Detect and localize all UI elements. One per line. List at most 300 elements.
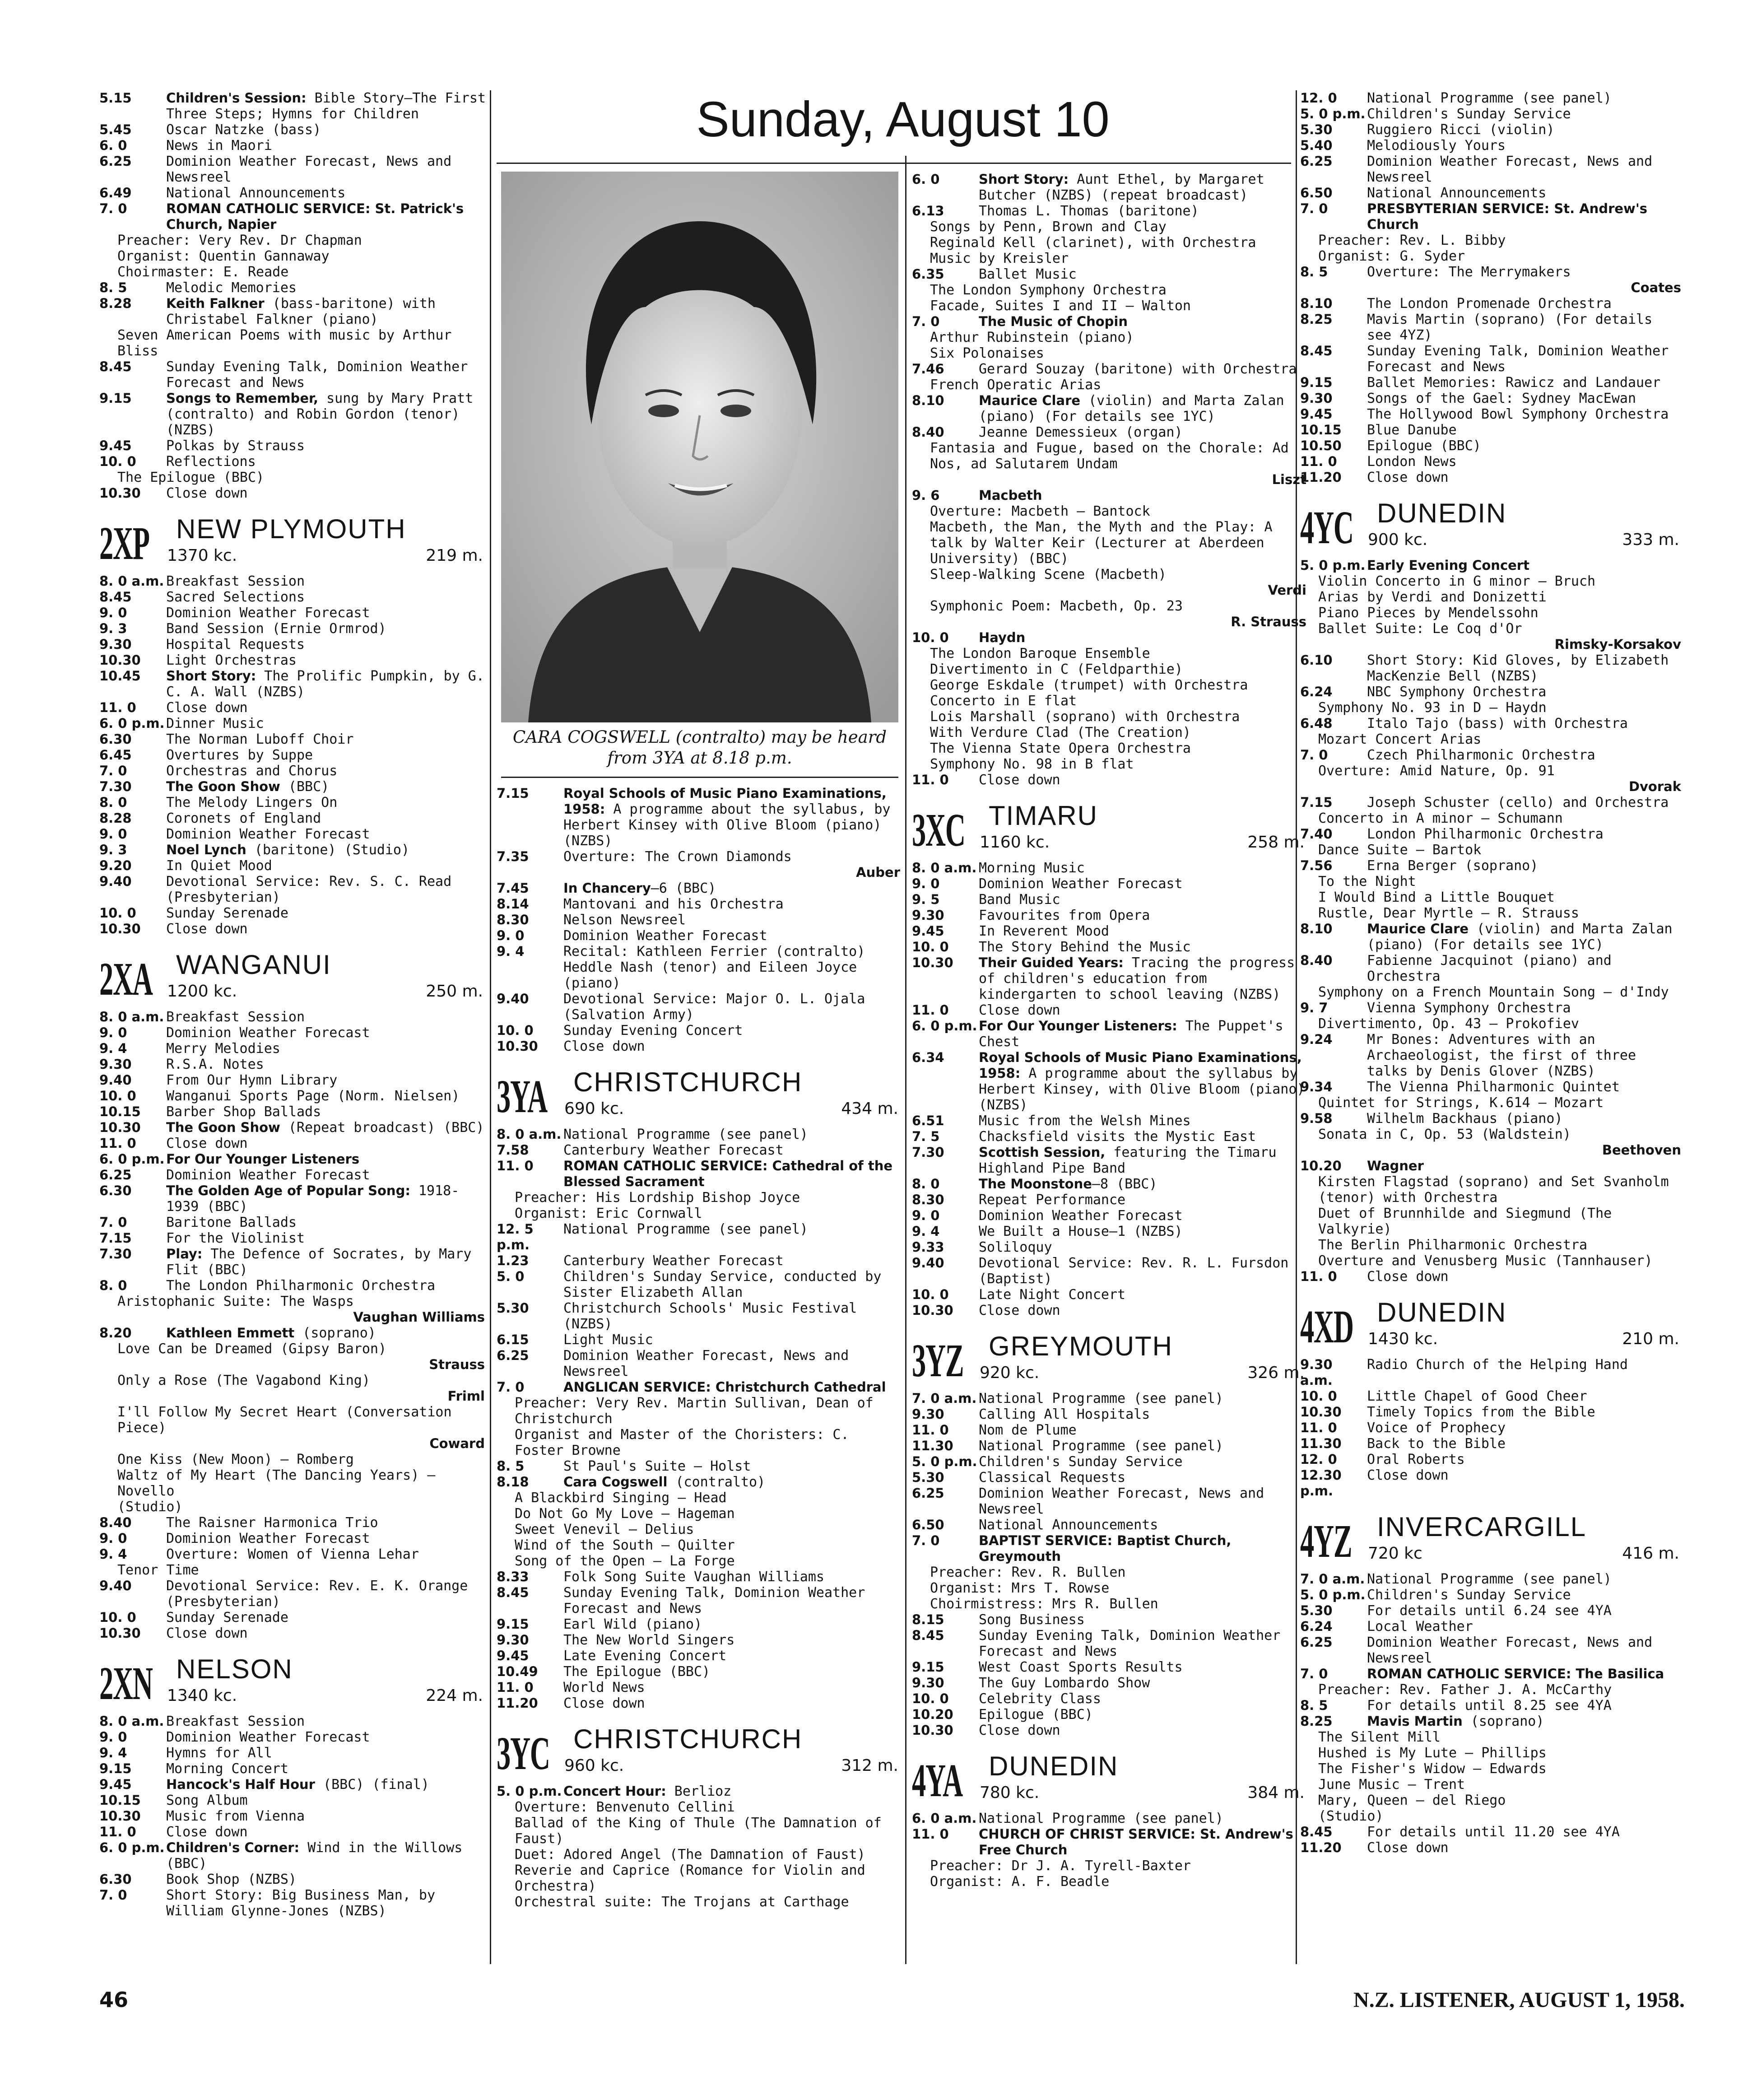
- programme-text: [1367, 558, 1684, 573]
- programme-description: Close down: [1367, 1269, 1449, 1285]
- programme-time: 9.40: [99, 1578, 132, 1593]
- programme-description: Close down: [166, 700, 248, 716]
- programme-description: The Defence of Socrates, by Mary Flit (BBC): [166, 1246, 472, 1278]
- programme-time: 10. 0: [912, 1287, 949, 1302]
- programme-time: 5. 0: [497, 1269, 525, 1284]
- programme-time: 7.15: [1300, 795, 1333, 810]
- programme-item: [1300, 1388, 1684, 1404]
- programme-description: Close down: [166, 921, 248, 937]
- programme-detail: Kirsten Flagstad (soprano) and Set Svanholm (tenor) with Orchestra: [1318, 1174, 1669, 1206]
- programme-detail: Piano Pieces by Mendelssohn: [1318, 605, 1539, 621]
- programme-text: [979, 488, 1309, 503]
- programme-description: Dominion Weather Forecast: [166, 1025, 370, 1041]
- programme-item: [99, 589, 488, 605]
- programme-item: [99, 858, 488, 874]
- programme-description: The Story Behind the Music: [979, 939, 1191, 955]
- programme-highlight: ROMAN CATHOLIC SERVICE: Cathedral of the Blessed Sacrament: [563, 1158, 893, 1189]
- programme-time: 8.45: [1300, 343, 1333, 359]
- programme-text: [166, 185, 488, 201]
- programme-highlight: Play:: [166, 1246, 203, 1262]
- programme-item: [99, 454, 488, 470]
- programme-text: [1367, 454, 1684, 470]
- programme-time: 10.30: [99, 921, 141, 936]
- programme-highlight: Maurice Clare: [1367, 921, 1469, 936]
- programme-time: 6.25: [1300, 154, 1333, 169]
- programme-time: 11. 0: [1300, 454, 1337, 469]
- programme-detail: George Eskdale (trumpet) with Orchestra: [930, 677, 1248, 693]
- programme-text: [979, 172, 1309, 203]
- programme-description: Gerard Souzay (baritone) with Orchestra: [979, 361, 1297, 377]
- station-header: [912, 800, 1309, 854]
- programme-text: [563, 1664, 903, 1680]
- programme-text: [166, 1531, 488, 1546]
- programme-time: 8.40: [1300, 953, 1333, 968]
- programme-item: [99, 652, 488, 668]
- programme-time: 10.30: [1300, 1404, 1342, 1420]
- station-city: TIMARU: [989, 801, 1098, 831]
- programme-item: [1300, 454, 1684, 470]
- programme-text: [1367, 858, 1684, 874]
- station-wavelength: 333 m.: [1622, 531, 1679, 549]
- programme-text: [166, 731, 488, 747]
- programme-item: [99, 874, 488, 905]
- programme-text: [563, 1632, 903, 1648]
- programme-text: [979, 1723, 1309, 1738]
- programme-detail: The Berlin Philharmonic Orchestra: [1318, 1237, 1588, 1253]
- programme-highlight: The Goon Show: [166, 779, 280, 794]
- programme-description: Nom de Plume: [979, 1422, 1077, 1438]
- programme-time: 11.20: [1300, 470, 1342, 485]
- programme-detail: Organist: Eric Cornwall: [515, 1206, 702, 1221]
- programme-text: [563, 1458, 903, 1474]
- programme-text: [979, 1208, 1309, 1224]
- programme-description: London Philharmonic Orchestra: [1367, 826, 1604, 842]
- programme-description: Breakfast Session: [166, 1714, 305, 1729]
- programme-text: [563, 1038, 903, 1054]
- programme-item: [99, 1325, 488, 1341]
- programme-item: [912, 1422, 1309, 1438]
- programme-detail: Preacher: Very Rev. Martin Sullivan, Dean of Christchurch: [515, 1395, 874, 1427]
- station-header: [99, 1653, 488, 1707]
- programme-item: [1300, 1666, 1684, 1682]
- programme-description: Wilhelm Backhaus (piano): [1367, 1111, 1563, 1127]
- programme-description: Sunday Serenade: [166, 1610, 288, 1625]
- programme-description: Blue Danube: [1367, 422, 1457, 438]
- programme-item: [1300, 106, 1684, 122]
- programme-text: [979, 1612, 1309, 1628]
- programme-description: Light Orchestras: [166, 652, 297, 668]
- programme-description: Nelson Newsreel: [563, 912, 686, 928]
- programme-time: 1.23: [497, 1253, 529, 1268]
- programme-text: [979, 1811, 1309, 1826]
- programme-text: [979, 1192, 1309, 1208]
- programme-time: 6. 0: [99, 138, 127, 153]
- programme-item: [99, 1872, 488, 1887]
- programme-description: Wanganui Sports Page (Norm. Nielsen): [166, 1088, 460, 1104]
- station-wavelength: 210 m.: [1622, 1330, 1679, 1348]
- programme-time: 6.30: [99, 1872, 132, 1887]
- programme-time: 9.15: [99, 1761, 132, 1776]
- column-rule: [905, 156, 906, 1964]
- composer-credit: Beethoven: [1602, 1142, 1681, 1158]
- programme-description: Italo Tajo (bass) with Orchestra: [1367, 716, 1628, 731]
- programme-detail: (Studio): [1318, 1808, 1384, 1824]
- programme-description: The Epilogue (BBC): [563, 1664, 711, 1680]
- programme-item: [99, 605, 488, 621]
- programme-time: 6. 0 a.m.: [912, 1811, 977, 1826]
- programme-time: 11.30: [1300, 1436, 1342, 1451]
- programme-description: Reflections: [166, 454, 256, 470]
- programme-item: [99, 1515, 488, 1531]
- programme-text: [1367, 1032, 1684, 1079]
- programme-description: National Programme (see panel): [979, 1438, 1223, 1454]
- programme-item: [912, 1208, 1309, 1224]
- programme-time: 5.45: [99, 122, 132, 137]
- programme-detail: Divertimento, Op. 43 — Prokofiev: [1318, 1016, 1579, 1032]
- programme-text: [166, 1009, 488, 1025]
- programme-time: 7. 0: [99, 763, 127, 778]
- programme-text: [563, 896, 903, 912]
- programme-description: The Puppet's Chest: [979, 1018, 1283, 1050]
- programme-text: [1367, 1603, 1684, 1619]
- programme-description: The New World Singers: [563, 1632, 735, 1648]
- programme-item: [497, 1142, 903, 1158]
- programme-text: [1367, 138, 1684, 154]
- programme-highlight: ANGLICAN SERVICE: Christchurch Cathedral: [563, 1379, 886, 1395]
- programme-item: [1300, 343, 1684, 375]
- programme-detail: Fantasia and Fugue, based on the Chorale: Ad Nos, ad Salutarem Undam: [930, 440, 1289, 472]
- programme-text: [979, 266, 1309, 282]
- programme-text: [166, 485, 488, 501]
- programme-item: [912, 1176, 1309, 1192]
- programme-item: [1300, 652, 1684, 684]
- programme-item: [1300, 312, 1684, 343]
- programme-time: 6.24: [1300, 1619, 1333, 1634]
- programme-text: [979, 1002, 1309, 1018]
- programme-description: Vienna Symphony Orchestra: [1367, 1000, 1571, 1016]
- programme-time: 7. 0 a.m.: [912, 1391, 977, 1406]
- programme-item: [912, 266, 1309, 282]
- programme-item: [1300, 1587, 1684, 1603]
- programme-item: [1300, 264, 1684, 280]
- programme-text: [166, 90, 488, 122]
- programme-detail: Preacher: Rev. L. Bibby: [1318, 233, 1506, 248]
- programme-item: [912, 1470, 1309, 1485]
- programme-item: [1300, 826, 1684, 842]
- programme-item: [99, 621, 488, 637]
- programme-time: 8.25: [1300, 1714, 1333, 1729]
- programme-highlight: Maurice Clare: [979, 393, 1081, 408]
- programme-text: [1367, 684, 1684, 700]
- programme-item: [912, 892, 1309, 908]
- programme-text: [1367, 1158, 1684, 1174]
- programme-text: [166, 1546, 488, 1562]
- programme-text: [1367, 185, 1684, 201]
- programme-description: Thomas L. Thomas (baritone): [979, 203, 1199, 219]
- programme-item: [912, 939, 1309, 955]
- programme-item: [1300, 858, 1684, 874]
- programme-detail: With Verdure Clad (The Creation): [930, 725, 1191, 740]
- programme-text: [166, 573, 488, 589]
- programme-time: 8. 0: [912, 1176, 940, 1192]
- programme-text: [166, 122, 488, 138]
- programme-detail: Quintet for Strings, K.614 — Mozart: [1318, 1095, 1604, 1111]
- programme-item: [912, 630, 1309, 646]
- programme-highlight: In Chancery: [563, 880, 651, 896]
- programme-highlight: Early Evening Concert: [1367, 558, 1529, 573]
- station-frequency: 1340 kc.: [167, 1686, 237, 1705]
- programme-text: [563, 1695, 903, 1711]
- programme-time: 5. 0 p.m.: [1300, 558, 1366, 573]
- station-wavelength: 258 m.: [1247, 833, 1305, 852]
- programme-time: 12.30 p.m.: [1300, 1467, 1342, 1499]
- programme-text: [563, 1269, 903, 1300]
- programme-item: [99, 573, 488, 589]
- programme-text: [563, 1142, 903, 1158]
- programme-detail: The Vienna State Opera Orchestra: [930, 740, 1191, 756]
- programme-description: Band Music: [979, 892, 1060, 908]
- programme-item: [99, 1761, 488, 1777]
- programme-description: Coronets of England: [166, 810, 321, 826]
- programme-text: [166, 201, 488, 233]
- programme-highlight: Royal Schools of Music Piano Examinations, 1958:: [563, 786, 887, 817]
- programme-text: [1367, 1452, 1684, 1467]
- programme-item: [99, 1793, 488, 1808]
- programme-highlight: Noel Lynch: [166, 842, 246, 857]
- programme-text: [979, 1659, 1309, 1675]
- programme-detail: Music by Kreisler: [930, 251, 1069, 266]
- programme-time: 11. 0: [912, 1422, 949, 1438]
- programme-text: [563, 880, 903, 896]
- programme-description: Soliloquy: [979, 1239, 1052, 1255]
- programme-time: 6. 0 p.m.: [99, 1151, 165, 1167]
- programme-description: Dominion Weather Forecast: [563, 928, 767, 944]
- programme-time: 9.45: [497, 1648, 529, 1663]
- programme-description: Aunt Ethel, by Margaret Butcher (NZBS) (repeat broadcast): [979, 172, 1264, 203]
- programme-text: [1367, 826, 1684, 842]
- programme-text: [166, 716, 488, 731]
- programme-time: 6.50: [912, 1517, 944, 1532]
- programme-description: The Prolific Pumpkin, by G. C. A. Wall (NZBS): [166, 668, 484, 700]
- programme-highlight: For Our Younger Listeners:: [979, 1018, 1177, 1034]
- programme-time: 8. 0 a.m.: [497, 1127, 562, 1142]
- programme-time: 5.40: [1300, 138, 1333, 153]
- programme-time: 9. 0: [99, 605, 127, 620]
- programme-time: 7.15: [497, 786, 529, 801]
- programme-item: [1300, 1698, 1684, 1714]
- caption-rule: [501, 777, 898, 778]
- programme-detail: To the Night: [1318, 874, 1416, 889]
- programme-description: Ballet Music: [979, 266, 1077, 282]
- programme-item: [497, 1664, 903, 1680]
- programme-item: [912, 1255, 1309, 1287]
- programme-text: [1367, 1467, 1684, 1483]
- programme-item: [99, 296, 488, 327]
- programme-text: [166, 747, 488, 763]
- station-block: [1300, 1511, 1684, 1856]
- programme-item: [1300, 406, 1684, 422]
- programme-item: [497, 1348, 903, 1379]
- programme-description: Overtures by Suppe: [166, 747, 313, 763]
- composer-credit: Rimsky-Korsakov: [1554, 637, 1681, 652]
- programme-description: Polkas by Strauss: [166, 438, 305, 454]
- programme-time: 9. 4: [912, 1224, 940, 1239]
- programme-time: 10. 0: [912, 1691, 949, 1706]
- programme-description: The Guy Lombardo Show: [979, 1675, 1150, 1691]
- programme-description: Dominion Weather Forecast: [979, 1208, 1183, 1224]
- programme-time: 8.14: [497, 896, 529, 912]
- programme-text: [166, 1325, 488, 1341]
- programme-description: (soprano): [1462, 1714, 1544, 1729]
- programme-text: [166, 905, 488, 921]
- programme-text: [166, 1761, 488, 1777]
- programme-text: [1367, 343, 1684, 375]
- programme-time: 7.56: [1300, 858, 1333, 873]
- station-city: DUNEDIN: [1377, 498, 1507, 528]
- programme-text: [166, 454, 488, 470]
- programme-time: 9. 0: [497, 928, 525, 943]
- station-wavelength: 434 m.: [841, 1099, 898, 1118]
- programme-description: Breakfast Session: [166, 1009, 305, 1025]
- programme-description: (bass-baritone) with Christabel Falkner (piano): [166, 296, 436, 327]
- composer-credit: Dvorak: [1628, 779, 1681, 794]
- programme-time: 8. 0 a.m.: [99, 1714, 164, 1729]
- station-callsign: 3YC: [497, 1727, 550, 1779]
- programme-item: [99, 779, 488, 795]
- programme-item: [497, 1269, 903, 1300]
- programme-item: [1300, 1452, 1684, 1467]
- programme-item: [912, 908, 1309, 923]
- programme-description: Overture: Women of Vienna Lehar: [166, 1546, 419, 1562]
- programme-time: 10.30: [99, 1120, 141, 1135]
- programme-time: 6. 0 p.m.: [99, 716, 165, 731]
- programme-text: [166, 138, 488, 154]
- programme-item: [99, 1546, 488, 1562]
- programme-item: [99, 1246, 488, 1278]
- programme-text: [563, 1253, 903, 1269]
- station-header: [912, 1750, 1309, 1807]
- programme-item: [497, 1616, 903, 1632]
- programme-time: 6.49: [99, 185, 132, 200]
- programme-item: [497, 1585, 903, 1616]
- programme-item: [99, 391, 488, 438]
- programme-text: [1367, 1840, 1684, 1856]
- station-block: [497, 1723, 903, 1910]
- programme-time: 8.15: [912, 1612, 944, 1627]
- programme-text: [1367, 1698, 1684, 1714]
- programme-text: [166, 1578, 488, 1610]
- programme-item: [497, 1569, 903, 1585]
- programme-time: 10.30: [99, 1808, 141, 1824]
- programme-time: 8.45: [1300, 1824, 1333, 1839]
- station-block: [1300, 1296, 1684, 1499]
- programme-time: 6.24: [1300, 684, 1333, 699]
- programme-description: A programme about the syllabus by Herbert Kinsey, with Olive Bloom (piano) (NZBS): [979, 1066, 1305, 1113]
- programme-description: Close down: [166, 1136, 248, 1151]
- programme-description: Folk Song Suite Vaughan Williams: [563, 1569, 824, 1585]
- programme-time: 9.58: [1300, 1111, 1333, 1126]
- programme-detail: Duet of Brunnhilde and Siegmund (The Valkyrie): [1318, 1206, 1612, 1237]
- programme-description: In Reverent Mood: [979, 923, 1109, 939]
- station-callsign: 4YZ: [1300, 1515, 1352, 1567]
- programme-description: Devotional Service: Rev. R. L. Fursdon (Baptist): [979, 1255, 1289, 1287]
- station-callsign: 4YA: [912, 1755, 963, 1807]
- programme-text: [166, 1515, 488, 1531]
- programme-item: [912, 203, 1309, 219]
- programme-time: 5. 0 p.m.: [912, 1454, 977, 1469]
- programme-item: [912, 1533, 1309, 1565]
- station-city: CHRISTCHURCH: [573, 1067, 803, 1097]
- programme-description: Dominion Weather Forecast: [166, 605, 370, 621]
- programme-description: Close down: [166, 485, 248, 501]
- programme-time: 9. 4: [99, 1745, 127, 1760]
- programme-text: [979, 876, 1309, 892]
- programme-time: 10. 0: [99, 1610, 136, 1625]
- programme-time: 7.46: [912, 361, 944, 377]
- programme-text: [979, 314, 1309, 330]
- programme-item: [99, 280, 488, 296]
- programme-time: 7.45: [497, 880, 529, 896]
- programme-text: [563, 1127, 903, 1142]
- programme-description: Epilogue (BBC): [979, 1707, 1093, 1723]
- programme-description: National Programme (see panel): [1367, 90, 1612, 106]
- programme-time: 8.10: [1300, 296, 1333, 311]
- programme-item: [99, 716, 488, 731]
- programme-time: 8.20: [99, 1325, 132, 1341]
- programme-time: 9. 4: [497, 944, 525, 959]
- programme-description: Close down: [166, 1625, 248, 1641]
- programme-description: Back to the Bible: [1367, 1436, 1506, 1452]
- programme-text: [166, 154, 488, 185]
- programme-detail: Do Not Go My Love — Hageman: [515, 1506, 735, 1522]
- programme-text: [166, 763, 488, 779]
- station-block: [1300, 497, 1684, 1285]
- programme-text: [979, 1303, 1309, 1318]
- station-frequency: 780 kc.: [980, 1783, 1040, 1802]
- programme-text: [979, 361, 1309, 377]
- programme-description: Mantovani and his Orchestra: [563, 896, 784, 912]
- programme-description: Close down: [563, 1038, 645, 1054]
- programme-description: Celebrity Class: [979, 1691, 1101, 1707]
- programme-text: [1367, 296, 1684, 312]
- programme-item: [1300, 747, 1684, 763]
- programme-text: [979, 1391, 1309, 1406]
- programme-text: [979, 1675, 1309, 1691]
- programme-description: Overture: The Merrymakers: [1367, 264, 1571, 280]
- programme-text: [166, 1230, 488, 1246]
- programme-description: Bible Story—The First Three Steps; Hymns for Children: [166, 90, 486, 122]
- programme-time: 10.30: [912, 955, 953, 970]
- programme-highlight: Macbeth: [979, 488, 1042, 503]
- programme-time: 7. 0: [1300, 201, 1328, 216]
- programme-item: [99, 637, 488, 652]
- programme-description: 1918-1939 (BBC): [166, 1183, 460, 1215]
- programme-time: 6.50: [1300, 185, 1333, 200]
- programme-item: [912, 1454, 1309, 1470]
- programme-highlight: The Goon Show: [166, 1120, 280, 1135]
- programme-time: 9. 4: [99, 1041, 127, 1056]
- programme-item: [99, 185, 488, 201]
- programme-item: [1300, 1000, 1684, 1016]
- programme-item: [912, 1287, 1309, 1303]
- programme-item: [497, 786, 903, 849]
- programme-time: 9.30: [912, 908, 944, 923]
- programme-text: [979, 630, 1309, 646]
- programme-description: Voice of Prophecy: [1367, 1420, 1506, 1436]
- programme-description: Mr Bones: Adventures with an Archaeologist, the first of three talks by Denis Glover (NZBS): [1367, 1032, 1636, 1079]
- programme-time: 10.30: [497, 1038, 538, 1054]
- programme-description: St Paul's Suite — Holst: [563, 1458, 751, 1474]
